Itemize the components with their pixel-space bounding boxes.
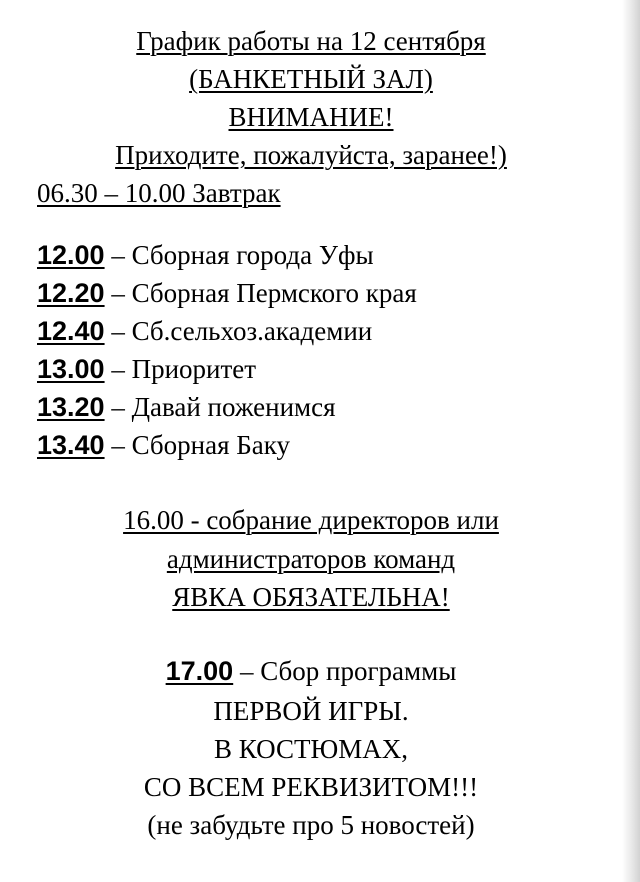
program-line-3: В КОСТЮМАХ, — [214, 734, 408, 764]
program-line-2: ПЕРВОЙ ИГРЫ. — [213, 696, 409, 726]
schedule-time: 13.40 — [37, 430, 105, 460]
arrive-early-note: Приходите, пожалуйста, заранее!) — [115, 140, 507, 170]
attention-heading: ВНИМАНИЕ! — [228, 102, 394, 132]
schedule-team: – Сборная города Уфы — [111, 240, 374, 270]
schedule-time: 13.20 — [37, 392, 105, 422]
program-line-5: (не забудьте про 5 новостей) — [147, 810, 475, 840]
page-edge-shadow — [622, 0, 640, 882]
schedule-time: 13.00 — [37, 354, 105, 384]
schedule-row — [37, 278, 417, 309]
schedule-time: 12.20 — [37, 278, 105, 308]
meeting-line-2: администраторов команд — [166, 544, 456, 574]
schedule-row — [37, 354, 256, 385]
schedule-team: – Сборная Баку — [111, 430, 290, 460]
program-time: 17.00 — [165, 656, 234, 686]
schedule-title: График работы на 12 сентября — [136, 26, 486, 56]
schedule-row — [37, 316, 372, 347]
schedule-team: – Сб.сельхоз.академии — [111, 316, 373, 346]
schedule-team: – Сборная Пермского края — [111, 278, 417, 308]
schedule-row — [37, 392, 336, 423]
meeting-mandatory: ЯВКА ОБЯЗАТЕЛЬНА! — [172, 582, 450, 612]
program-line-4: СО ВСЕМ РЕКВИЗИТОМ!!! — [143, 772, 479, 802]
program-text: – Сбор программы — [233, 656, 457, 686]
schedule-row — [37, 430, 290, 461]
program-line-1 — [0, 656, 622, 687]
meeting-line-1: 16.00 - собрание директоров или — [123, 505, 499, 535]
breakfast-line: 06.30 – 10.00 Завтрак — [37, 178, 281, 208]
venue-subtitle: (БАНКЕТНЫЙ ЗАЛ) — [189, 64, 433, 94]
schedule-team: – Приоритет — [111, 354, 257, 384]
schedule-time: 12.40 — [37, 316, 105, 346]
schedule-row — [37, 240, 374, 271]
schedule-time: 12.00 — [37, 240, 105, 270]
schedule-team: – Давай поженимся — [111, 392, 336, 422]
